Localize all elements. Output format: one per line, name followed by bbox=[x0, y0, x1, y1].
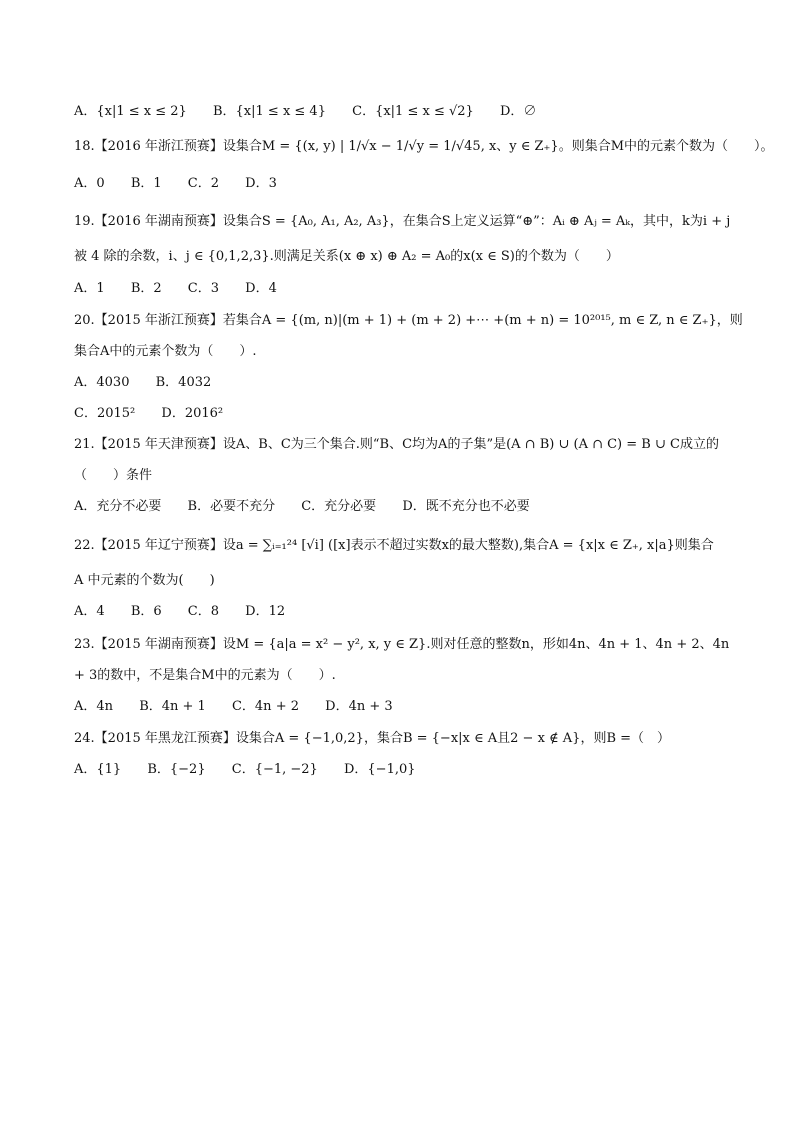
q19-option-c: C．3 bbox=[187, 281, 219, 296]
q18-option-c: C．2 bbox=[187, 176, 219, 191]
q21-option-b: B．必要不充分 bbox=[187, 499, 276, 514]
q18-option-a: A．0 bbox=[74, 176, 105, 191]
q24-option-a: A．{1} bbox=[74, 762, 122, 777]
q20-options-row1 bbox=[74, 373, 211, 393]
q19-option-b: B．2 bbox=[130, 281, 162, 296]
q21-options bbox=[74, 497, 530, 517]
q20-option-c: C．2015² bbox=[74, 406, 136, 421]
q20-stem-line1: 20.【2015 年浙江预赛】若集合A = {(m, n)|(m + 1) + (m + 2) +⋯ +(m + n) = 10²⁰¹⁵, m ∈ Z, n ∈ Z₊}，则 bbox=[74, 313, 743, 328]
q20-options-row2 bbox=[74, 404, 223, 424]
q22-option-b: B．6 bbox=[130, 604, 162, 619]
q20-option-d: D．2016² bbox=[161, 406, 224, 421]
q22-option-a: A．4 bbox=[74, 604, 105, 619]
q23-stem-line2: + 3的数中，不是集合M中的元素为（ ）. bbox=[74, 668, 336, 683]
q24-options bbox=[74, 760, 416, 780]
q21-stem-line1: 21.【2015 年天津预赛】设A、B、C为三个集合.则“B、C均为A的子集”是(A ∩ B) ∪ (A ∩ C) = B ∪ C成立的 bbox=[74, 437, 719, 452]
q20-option-a: A．4030 bbox=[74, 375, 130, 390]
q18-option-b: B．1 bbox=[130, 176, 162, 191]
q21-stem-line2: （ ）条件 bbox=[74, 468, 153, 483]
q18-option-d: D．3 bbox=[245, 176, 277, 191]
q18-stem: 18.【2016 年浙江预赛】设集合M = {(x, y) | 1/√x − 1/√y = 1/√45, x、y ∈ Z₊}。则集合M中的元素个数为（ ）。 bbox=[74, 139, 774, 154]
q17-option-a: A．{x|1 ≤ x ≤ 2} bbox=[74, 104, 187, 119]
q24-option-c: C．{−1, −2} bbox=[231, 762, 318, 777]
q20-option-b: B．4032 bbox=[155, 375, 212, 390]
q18-options bbox=[74, 174, 277, 194]
q17-option-b: B．{x|1 ≤ x ≤ 4} bbox=[212, 104, 326, 119]
q24-stem: 24.【2015 年黑龙江预赛】设集合A = {−1,0,2}，集合B = {−x|x ∈ A且2 − x ∉ A}，则B =（ ） bbox=[74, 731, 671, 746]
q19-options bbox=[74, 279, 277, 299]
q20-stem-line2: 集合A中的元素个数为（ ）. bbox=[74, 344, 257, 359]
q19-stem-line2: 被 4 除的余数，i、j ∈ {0,1,2,3}.则满足关系(x ⊕ x) ⊕ A₂ = A₀的x(x ∈ S)的个数为（ ） bbox=[74, 249, 619, 264]
q17-options bbox=[74, 102, 536, 122]
q19-option-a: A．1 bbox=[74, 281, 105, 296]
q21-option-a: A．充分不必要 bbox=[74, 499, 162, 514]
q23-option-c: C．4n + 2 bbox=[231, 699, 299, 714]
q23-options bbox=[74, 697, 393, 717]
q23-option-d: D．4n + 3 bbox=[325, 699, 393, 714]
q21-option-d: D．既不充分也不必要 bbox=[402, 499, 530, 514]
q17-option-d: D．∅ bbox=[499, 104, 537, 119]
q17-option-c: C．{x|1 ≤ x ≤ √2} bbox=[352, 104, 474, 119]
q19-stem-line1: 19.【2016 年湖南预赛】设集合S = {A₀, A₁, A₂, A₃}，在集合S上定义运算“⊕”：Aᵢ ⊕ Aⱼ = Aₖ，其中，k为i + j bbox=[74, 214, 731, 229]
q21-option-c: C．充分必要 bbox=[301, 499, 377, 514]
q22-stem-line2: A 中元素的个数为( ) bbox=[74, 573, 215, 588]
q24-option-d: D．{−1,0} bbox=[343, 762, 416, 777]
q22-option-d: D．12 bbox=[245, 604, 286, 619]
q22-options bbox=[74, 602, 285, 622]
q23-option-b: B．4n + 1 bbox=[139, 699, 206, 714]
q22-option-c: C．8 bbox=[187, 604, 219, 619]
q23-stem-line1: 23.【2015 年湖南预赛】设M = {a|a = x² − y², x, y ∈ Z}.则对任意的整数n，形如4n、4n + 1、4n + 2、4n bbox=[74, 637, 730, 652]
q22-stem-line1: 22.【2015 年辽宁预赛】设a = ∑ᵢ₌₁²⁴ [√i] ([x]表示不超过实数x的最大整数),集合A = {x|x ∈ Z₊, x|a}则集合 bbox=[74, 538, 714, 553]
q23-option-a: A．4n bbox=[74, 699, 114, 714]
q24-option-b: B．{−2} bbox=[147, 762, 206, 777]
q19-option-d: D．4 bbox=[245, 281, 277, 296]
